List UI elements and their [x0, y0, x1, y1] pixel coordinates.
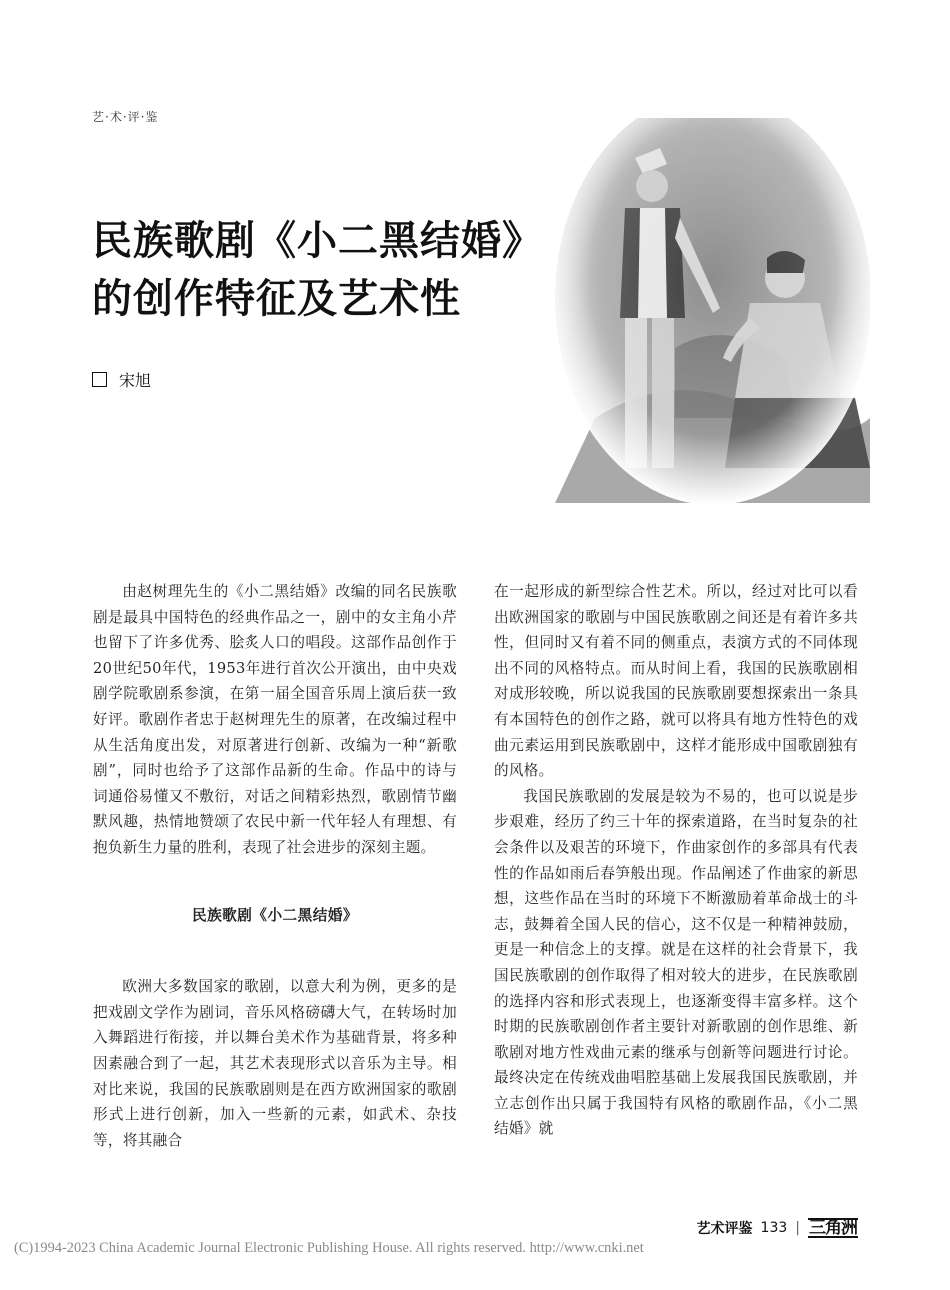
- article-title: [92, 212, 612, 328]
- author-line: [92, 368, 151, 391]
- left-column: [93, 579, 457, 1153]
- body-paragraph-continued: 在一起形成的新型综合性艺术。所以，经过对比可以看出欧洲国家的歌剧与中国民族歌剧之间还是有着许多共性，但同时又有着不同的侧重点，表演方式的不同体现出不同的风格特点。而从时间上看，我国的民族歌剧相对成形较晚，所以说我国的民族歌剧要想探索出一条具有本国特色的创作之路，就可以将具有地方性特色的戏曲元素运用到民族歌剧中，这样才能形成中国歌剧独有的风格。: [494, 583, 858, 780]
- section-subheading: 民族歌剧《小二黑结婚》: [191, 906, 359, 924]
- footer-separator: |: [795, 1220, 800, 1236]
- section-label: 艺·术·评·鉴: [92, 110, 159, 124]
- body-paragraph: 欧洲大多数国家的歌剧，以意大利为例，更多的是把戏剧文学作为剧词，音乐风格磅礴大气，在转场时加入舞蹈进行衔接，并以舞台美术作为基础背景，将多种因素融合到了一起，其艺术表现形式以音乐为主导。相对比来说，我国的民族歌剧则是在西方欧洲国家的歌剧形式上进行创新，加入一些新的元素，如武术、杂技等，将其融合: [93, 978, 457, 1149]
- title-line-2: 的创作特征及艺术性: [92, 276, 461, 322]
- square-icon: [92, 372, 107, 387]
- page-footer: [697, 1218, 858, 1238]
- journal-name: 艺术评鉴: [696, 1221, 753, 1237]
- body-paragraph: 由赵树理先生的《小二黑结婚》改编的同名民族歌剧是最具中国特色的经典作品之一，剧中的女主角小芹也留下了许多优秀、脍炙人口的唱段。这部作品创作于20世纪50年代，1953年进行首次公开演出，由中央戏剧学院歌剧系参演，在第一届全国音乐周上演后获一致好评。歌剧作者忠于赵树理先生的原著，在改编过程中从生活角度出发，对原著进行创新、改编为一种“新歌剧”，同时也给予了这部作品新的生命。作品中的诗与词通俗易懂又不敷衍，对话之间精彩热烈，歌剧情节幽默风趣，热情地赞颂了农民中新一代年轻人有理想、有抱负新生力量的胜利，表现了社会进步的深刻主题。: [93, 583, 457, 856]
- page-number: 133: [760, 1220, 788, 1236]
- right-column: [494, 579, 858, 1142]
- author-name: 宋旭: [119, 371, 152, 390]
- body-paragraph: 我国民族歌剧的发展是较为不易的，也可以说是步步艰难，经历了约三十年的探索道路，在当时复杂的社会条件以及艰苦的环境下，作曲家创作的多部具有代表性的作品如雨后春笋般出现。作品阐述了作曲家的新思想，这些作品在当时的环境下不断激励着革命战士的斗志，鼓舞着全国人民的信心，这不仅是一种精神鼓励，更是一种信念上的支撑。就是在这样的社会背景下，我国民族歌剧的创作取得了相对较大的进步，在民族歌剧的选择内容和形式表现上，也逐渐变得丰富多样。这个时期的民族歌剧创作者主要针对新歌剧的创作思维、新歌剧对地方性戏曲元素的继承与创新等问题进行讨论。最终决定在传统戏曲唱腔基础上发展我国民族歌剧，并立志创作出只属于我国特有风格的歌剧作品，《小二黑结婚》就: [494, 787, 858, 1138]
- copyright-notice: (C)1994-2023 China Academic Journal Electronic Publishing House. All rights reserved. http://www.cnki.net: [14, 1240, 644, 1256]
- publisher-logo: 三角洲: [809, 1218, 857, 1238]
- title-line-1: 民族歌剧《小二黑结婚》: [92, 218, 543, 264]
